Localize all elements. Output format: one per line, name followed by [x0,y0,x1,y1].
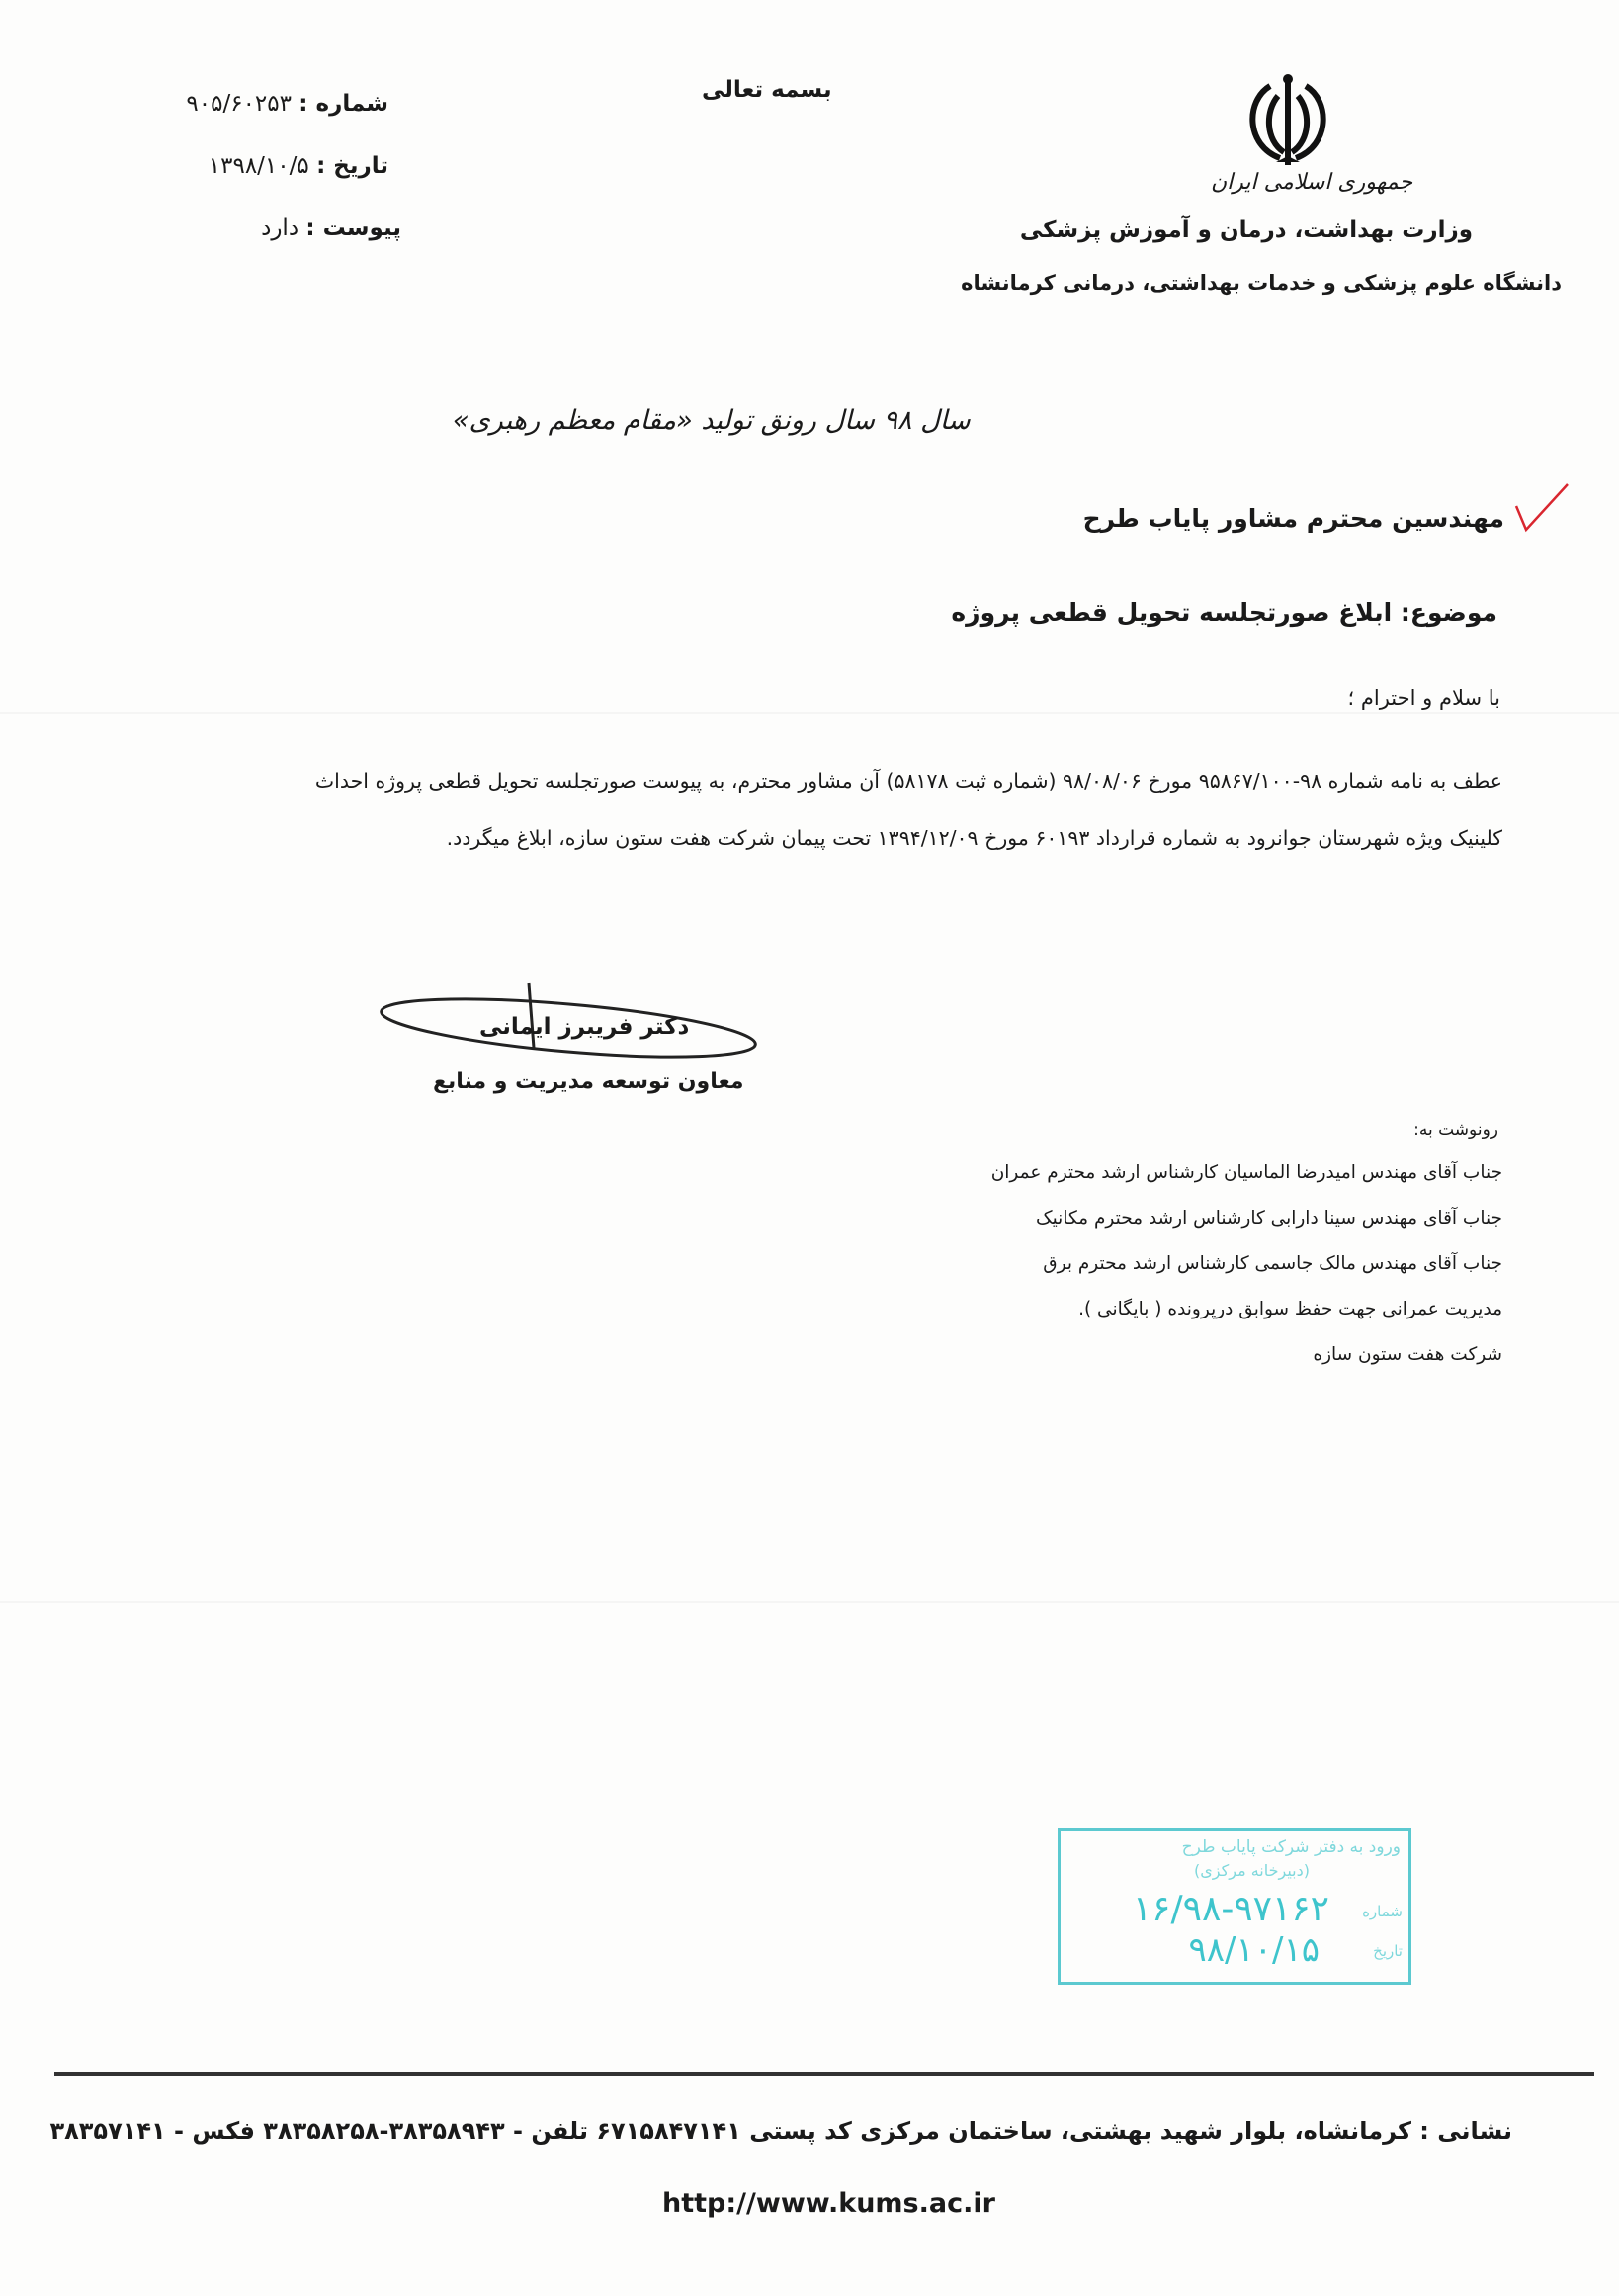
stamp-date-value: ۹۸/۱۰/۱۵ [1188,1930,1320,1970]
body-line: کلینیک ویژه شهرستان جوانرود به شماره قرارداد ۶۰۱۹۳ مورخ ۱۳۹۴/۱۲/۰۹ تحت پیمان شرکت هفت ستون سازه، ابلاغ میگردد. [446,826,1502,850]
university-title: دانشگاه علوم پزشکی و خدمات بهداشتی، درمانی کرمانشاه [961,271,1562,295]
stamp-number-label: شماره [1362,1903,1403,1920]
attachment-value: دارد [261,215,299,241]
letter-number [186,91,388,117]
republic-title: جمهوری اسلامی ایران [1211,170,1413,195]
greeting: با سلام و احترام ؛ [1347,686,1500,710]
footer-divider [54,2072,1594,2076]
scan-artifact [0,1601,1619,1603]
attachment-label: پیوست : [305,215,401,241]
scan-artifact [0,712,1619,714]
cc-item: جناب آقای مهندس مالک جاسمی کارشناس ارشد محترم برق [1043,1253,1502,1274]
body-line: عطف به نامه شماره ۹۸-۹۵۸۶۷/۱۰۰ مورخ ۹۸/۰۸/۰۶ (شماره ثبت ۵۸۱۷۸) آن مشاور محترم، به پیوست صورتجلسه تحویل قطعی پروژه احداث [314,769,1502,793]
stamp-number-value: ۱۶/۹۸-۹۷۱۶۲ [1132,1889,1329,1929]
date-label: تاریخ : [316,153,388,179]
iran-emblem-icon [1240,71,1335,170]
addressee: مهندسین محترم مشاور پایاب طرح [1082,504,1504,533]
stamp-line2: (دبیرخانه مرکزی) [1194,1861,1310,1880]
slogan: سال ۹۸ سال رونق تولید «مقام معظم رهبری» [453,405,971,436]
cc-item: مدیریت عمرانی جهت حفظ سوابق درپرونده ( بایگانی ). [1078,1299,1502,1319]
date-value: ۱۳۹۸/۱۰/۵ [208,153,309,179]
footer-url[interactable]: http://www.kums.ac.ir [662,2188,995,2219]
cc-item: شرکت هفت ستون سازه [1313,1344,1502,1365]
stamp-line1: ورود به دفتر شرکت پایاب طرح [1181,1837,1401,1857]
letter-date [209,153,388,179]
signatory-name: دکتر فریبرز ایمانی [479,1014,690,1040]
cc-heading: رونوشت به: [1413,1120,1498,1140]
check-mark-icon [1512,480,1572,536]
letter-attachment [261,215,401,241]
cc-item: جناب آقای مهندس امیدرضا الماسیان کارشناس ارشد محترم عمران [990,1162,1502,1183]
ministry-title: وزارت بهداشت، درمان و آموزش پزشکی [1019,217,1473,243]
bismillah: بسمه تعالی [702,77,832,103]
footer-address: نشانی : کرمانشاه، بلوار شهید بهشتی، ساختمان مرکزی کد پستی ۶۷۱۵۸۴۷۱۴۱ تلفن - ۳۸۳۵۸۹۴۳-۳۸۳۵۸۲۵۸ فکس - ۳۸۳۵۷۱۴۱ [49,2117,1512,2145]
subject: موضوع: ابلاغ صورتجلسه تحویل قطعی پروژه [951,598,1497,627]
number-value: ۹۰۵/۶۰۲۵۳ [186,91,292,117]
number-label: شماره : [298,91,388,117]
receipt-stamp [1058,1828,1411,1985]
signatory-title: معاون توسعه مدیریت و منابع [433,1069,744,1094]
cc-item: جناب آقای مهندس سینا دارابی کارشناس ارشد محترم مکانیک [1036,1208,1502,1229]
stamp-date-label: تاریخ [1373,1942,1403,1960]
